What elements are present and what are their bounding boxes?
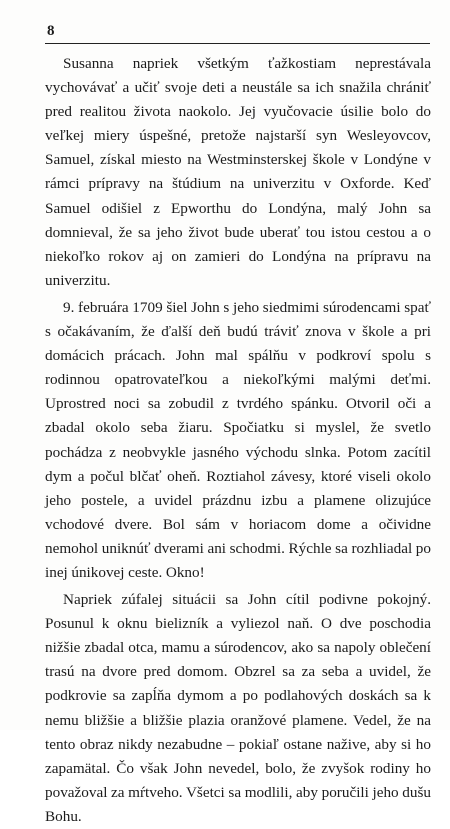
- paragraph-1: Susanna napriek všetkým ťažkostiam neprestávala vychovávať a učiť svoje deti a neustále sa ich snažila chrániť pred realitou života naokolo. Jej vyučovacie úsilie bolo do veľkej miery úspešné, pretože najstarší syn Wesleyovcov, Samuel, získal miesto na Westminsterskej škole v Londýne v rámci prípravy na štúdium na univerzitu v Oxforde. Keď Samuel odišiel z Epworthu do Londýna, malý John sa domnieval, že sa jeho život bude uberať tou istou cestou a o niekoľko rokov aj on zamieri do Londýna na prípravu na univerzitu.: [45, 55, 431, 289]
- page-number: 8: [47, 23, 55, 39]
- body-text: [45, 52, 431, 829]
- paragraph-3: Napriek zúfalej situácii sa John cítil podivne pokojný. Posunul k oknu bielizník a vyliezol naň. O dve poschodia nižšie zbadal otca, mamu a súrodencov, ako sa napoly oblečení trasú na dvore pred domom. Obzrel sa za seba a uvidel, že podkrovie sa zapĺňa dymom a po podlahových doskách sa k nemu bližšie a bližšie plazia oranžové plamene. Vedel, že na tento obraz nikdy nezabudne – pokiaľ ostane nažive, aby si ho zapamätal. Čo však John nevedel, bolo, že zvyšok rodiny ho považoval za mŕtveho. Všetci sa modlili, aby poručili jeho dušu Bohu.: [45, 591, 431, 825]
- header-rule: [45, 43, 430, 44]
- paragraph-2: 9. februára 1709 šiel John s jeho siedmimi súrodencami spať s očakávaním, že ďalší deň budú tráviť znova v škole a pri domácich prácach. John mal spálňu v podkroví spolu s rodinnou opatrovateľkou a niekoľkými malými deťmi. Uprostred noci sa zobudil z tvrdého spánku. Otvoril oči a zbadal okolo seba žiaru. Spočiatku si myslel, že svetlo pochádza z neobvykle jasného východu slnka. Potom zacítil dym a počul blčať oheň. Roztiahol závesy, ktoré viseli okolo jeho postele, a uvidel prázdnu izbu a plamene olizujúce vchodové dvere. Bol sám v horiacom dome a očividne nemohol uniknúť dverami ani schodmi. Rýchle sa rozhliadal po inej únikovej ceste. Okno!: [45, 298, 431, 581]
